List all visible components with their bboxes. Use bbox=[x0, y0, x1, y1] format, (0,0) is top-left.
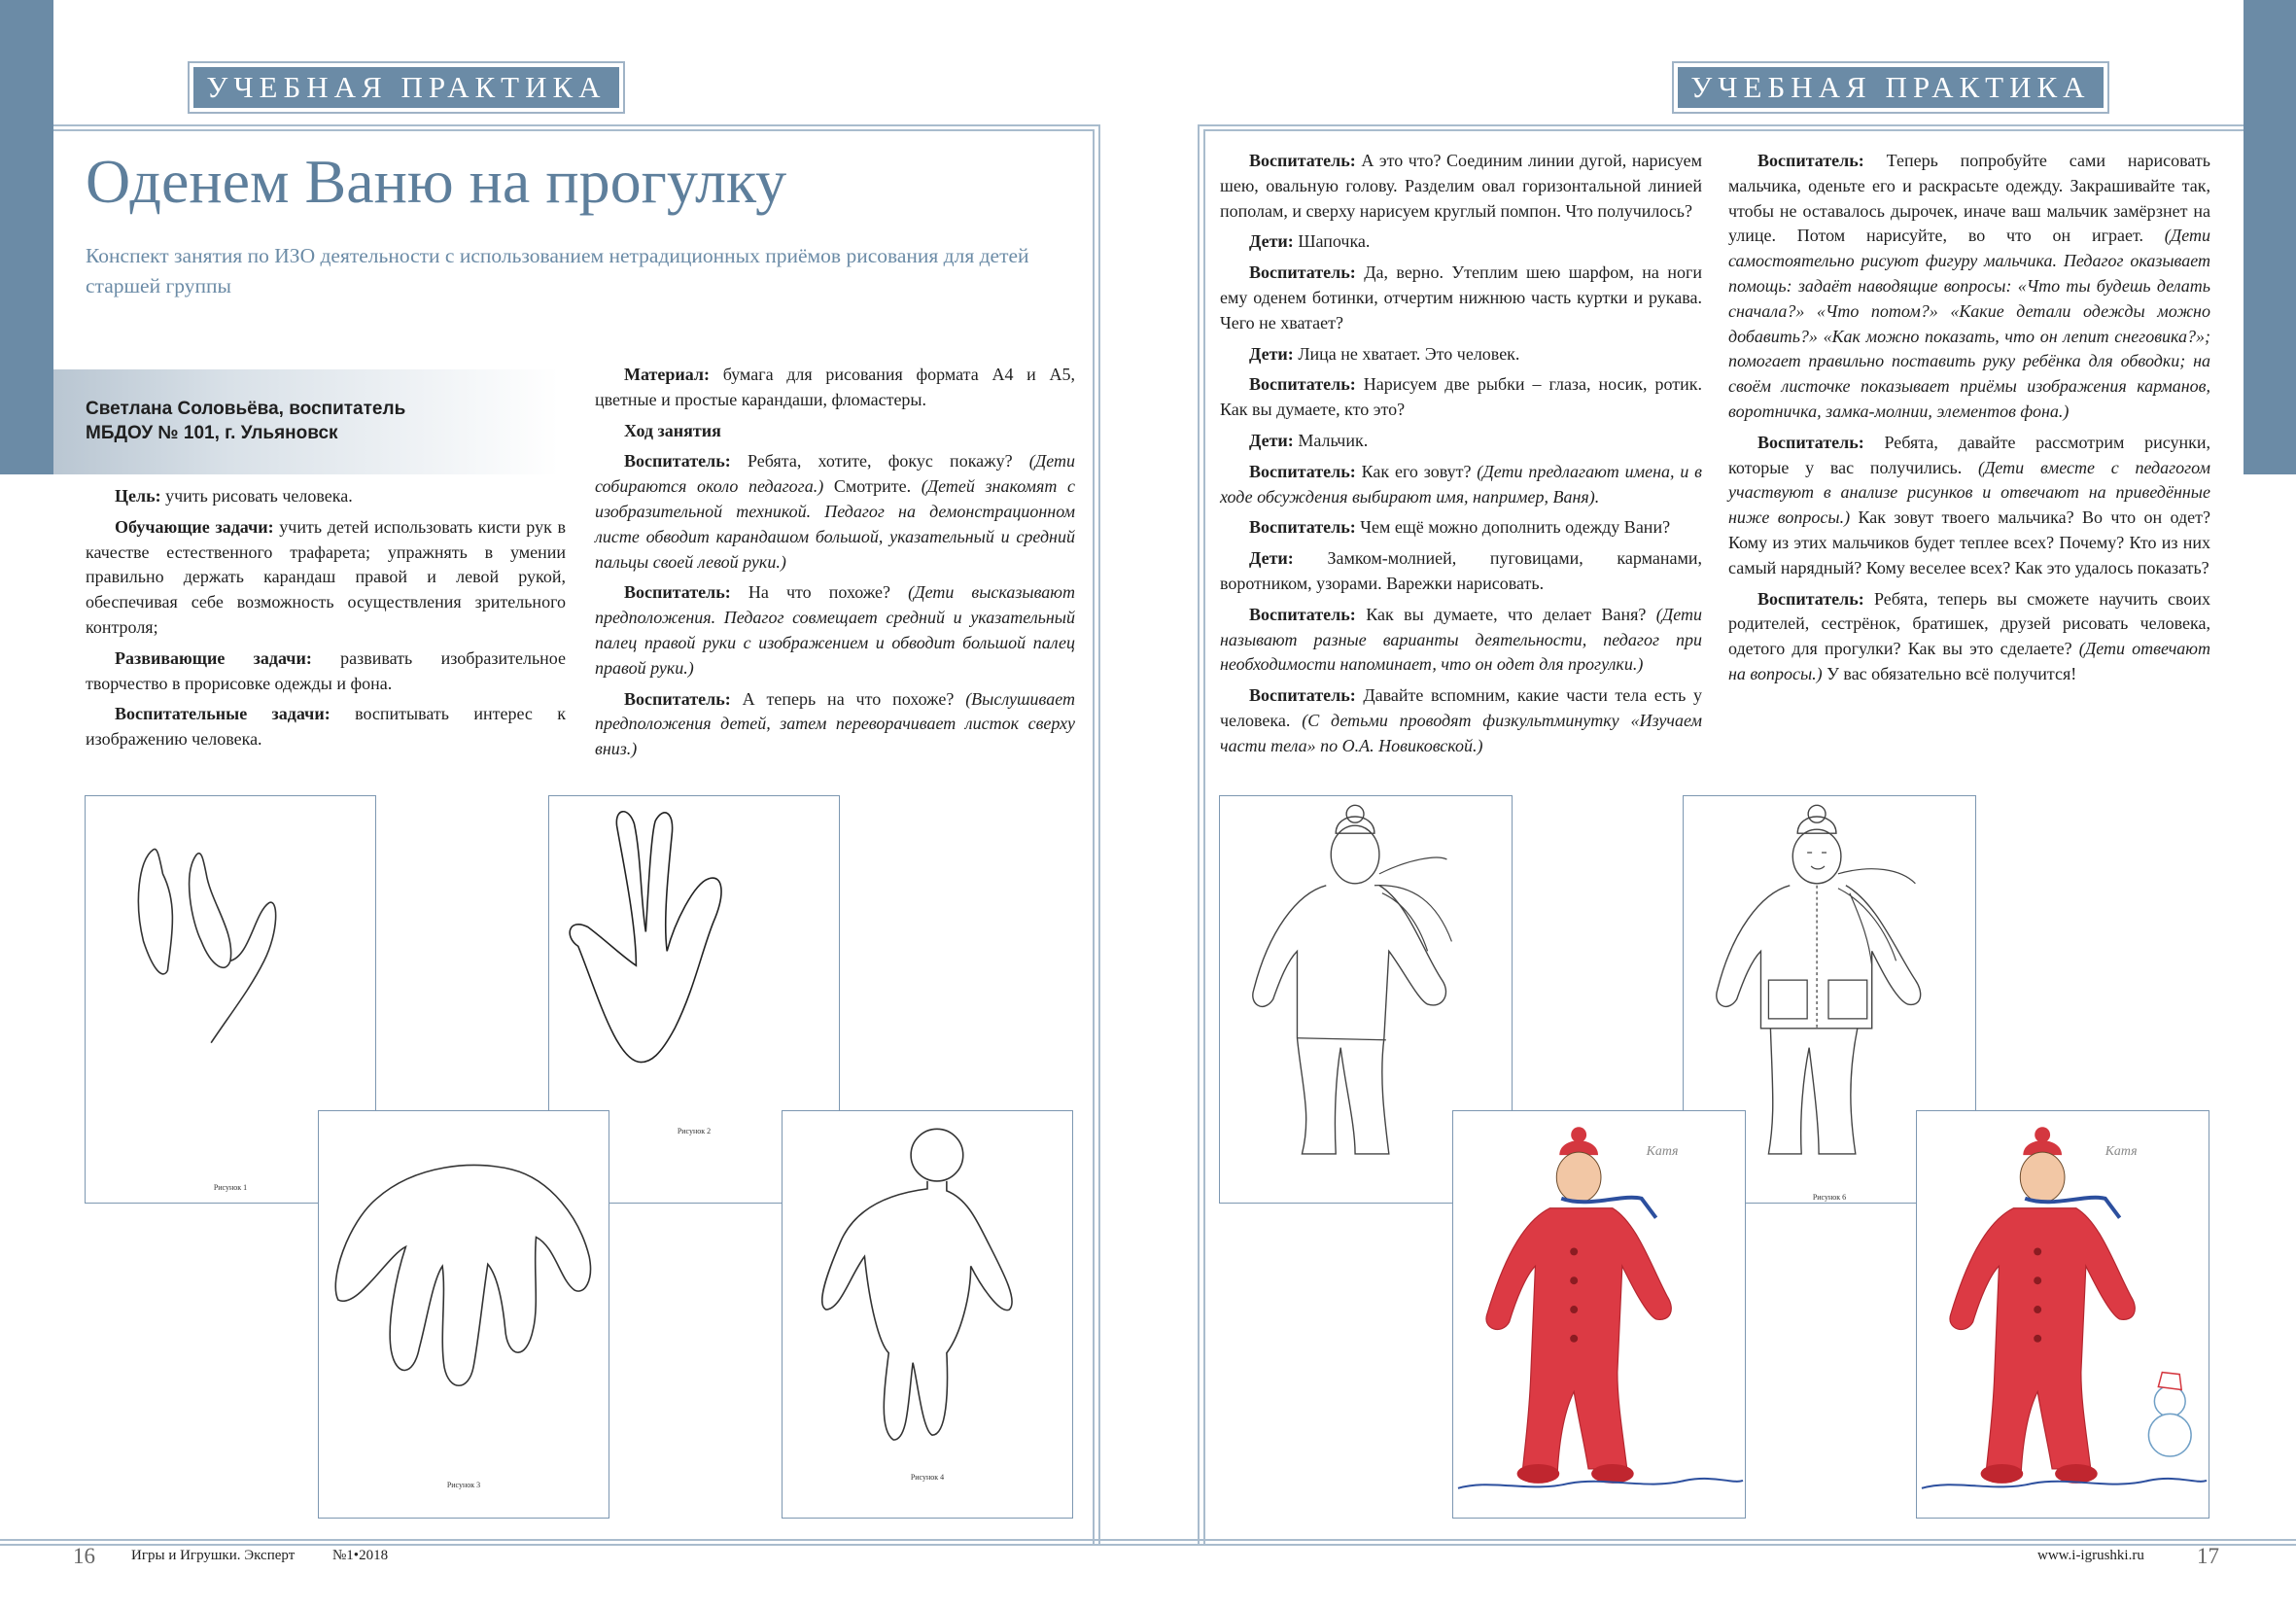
frame-bottom-outer bbox=[0, 1539, 2296, 1541]
dialog-4: Дети: Лица не хватает. Это человек. bbox=[1249, 343, 1520, 364]
frame-right-left-inner bbox=[1093, 129, 1095, 1544]
signature-text-2: Катя bbox=[2105, 1144, 2138, 1160]
paragraph-developing-tasks: Развивающие задачи: развивать изобразительное творчество в прорисовке одежды и фона. bbox=[86, 647, 566, 693]
website: www.i-igrushki.ru bbox=[2037, 1548, 2144, 1563]
paragraph-heading: Ход занятия bbox=[624, 420, 721, 440]
figure-7 bbox=[1452, 1110, 1746, 1519]
issue-number: №1•2018 bbox=[332, 1548, 389, 1563]
boy-with-snowman-drawing bbox=[1917, 1111, 2209, 1518]
figure-6-caption: Рисунок 6 bbox=[1812, 1193, 1847, 1202]
dialog-10: Воспитатель: Как вы думаете, что делает Ваня? (Дети называют разные варианты деятельности, педагог при необходимости напоминает, что он одет для прогулки.) bbox=[1220, 604, 1702, 675]
paragraph-upbringing-tasks: Воспитательные задачи: воспитывать интерес к изображению человека. bbox=[86, 704, 566, 750]
dialog-14: Воспитатель: Ребята, теперь вы сможете научить своих родителей, сестрёнок, братишек, друзей рисовать человека, одетого для прогулки? Как вы это сделаете? (Дети отвечают на вопросы.) У вас обязательно всё получится! bbox=[1728, 588, 2210, 683]
dialog-1: Воспитатель: А это что? Соединим линии дугой, нарисуем шею, овальную голову. Разделим овал горизонтальной линией пополам, и сверху нарисуем круглый помпон. Что получилось? bbox=[1220, 151, 1702, 221]
frame-bottom-inner bbox=[0, 1544, 2296, 1546]
author-name: Светлана Соловьёва, воспитатель bbox=[86, 399, 406, 419]
figure-4-caption: Рисунок 4 bbox=[910, 1473, 945, 1482]
column-3 bbox=[1220, 149, 1702, 765]
paragraph-teacher-3: Воспитатель: А теперь на что похоже? (Выслушивает предположения детей, затем переворачивает листок сверху вниз.) bbox=[595, 688, 1075, 759]
page-number-right: 17 bbox=[2197, 1544, 2219, 1568]
dialog-13: Воспитатель: Ребята, давайте рассмотрим рисунки, которые у вас получились. (Дети вместе с педагогом участвуют в анализе рисунков и отвечают на приведённые ниже вопросы.) Как зовут твоего мальчика? Во что он одет? Кому из этих мальчиков будет теплее всех? Почему? Кто из них самый нарядный? Кому веселее всех? Как это удалось показать? bbox=[1728, 432, 2210, 577]
paragraph-material: Материал: бумага для рисования формата А4 и А5, цветные и простые карандаши, фломастеры. bbox=[595, 365, 1075, 409]
dialog-12: Воспитатель: Теперь попробуйте сами нарисовать мальчика, оденьте его и раскрасьте одежду. Закрашивайте так, чтобы не оставалось дырочек, иначе ваш мальчик замёрзнет на улице. Потом нарисуйте, во что он играет. (Дети самостоятельно рисуют фигуру мальчика. Педагог оказывает помощь: задаёт наводящие вопросы: «Что ты будешь делать сначала?» «Что потом?» «Какие детали одежды можно добавить?» «Как можно показать, что он лепит снеговика?»; помогает правильно поставить руку ребёнка для обводки; на своём листочке показывает приёмы изображения карманов, воротничка, замка-молнии, элементов фона.) bbox=[1728, 151, 2210, 421]
frame-right-left-outer bbox=[1098, 124, 1100, 1544]
inverted-hand-drawing bbox=[319, 1111, 609, 1518]
paragraph-teacher-1: Воспитатель: Ребята, хотите, фокус покажу? (Дети собираются около педагога.) Смотрите. (Детей знакомят с изобразительной техникой. Педагог на демонстрационном листе обводит карандашом большой, указательный и средний пальцы своей левой руки.) bbox=[595, 451, 1076, 572]
section-tab-right-label: УЧЕБНАЯ ПРАКТИКА bbox=[1678, 67, 2104, 108]
figure-3 bbox=[318, 1110, 609, 1519]
magazine-name: Игры и Игрушки. Эксперт bbox=[131, 1548, 296, 1563]
frame-top-right-inner bbox=[1203, 129, 2244, 131]
dialog-3: Воспитатель: Да, верно. Утеплим шею шарфом, на ноги ему оденем ботинки, отчертим нижнюю часть куртки и рукава. Чего не хватает? bbox=[1220, 262, 1702, 332]
paragraph-learning-tasks: Обучающие задачи: учить детей использовать кисти рук в качестве естественного трафарета; упражнять в умении правильно держать карандаш правой и левой рукой, обеспечивая себе возможность осуществления зрительного контроля; bbox=[86, 516, 566, 637]
dialog-2: Дети: Шапочка. bbox=[1249, 231, 1371, 252]
dialog-5: Воспитатель: Нарисуем две рыбки – глаза, носик, ротик. Как вы думаете, кто это? bbox=[1220, 374, 1702, 420]
page-number-left: 16 bbox=[73, 1544, 95, 1568]
author-org: МБДОУ № 101, г. Ульяновск bbox=[86, 423, 338, 443]
frame-top-right-outer bbox=[1198, 124, 2244, 126]
column-1 bbox=[86, 484, 566, 758]
right-sidebar bbox=[2244, 0, 2296, 474]
figure-3-caption: Рисунок 3 bbox=[446, 1481, 481, 1489]
dialog-8: Воспитатель: Чем ещё можно дополнить одежду Вани? bbox=[1249, 517, 1671, 538]
dialog-7: Воспитатель: Как его зовут? (Дети предлагают имена, и в ходе обсуждения выбирают имя, например, Ваня). bbox=[1220, 461, 1702, 507]
left-sidebar bbox=[0, 0, 53, 474]
paragraph-teacher-2: Воспитатель: На что похоже? (Дети высказывают предположения. Педагог совмещает средний и указательный палец правой руки с изображением и обводит большой палец правой руки.) bbox=[595, 582, 1075, 678]
frame-top-left-inner bbox=[53, 129, 1094, 131]
dialog-9: Дети: Замком-молнией, пуговицами, карманами, воротником, узорами. Варежки нарисовать. bbox=[1220, 548, 1702, 593]
frame-top-left-outer bbox=[53, 124, 1098, 126]
dialog-11: Воспитатель: Давайте вспомним, какие части тела есть у человека. (С детьми проводят физкультминутку «Изучаем части тела» по О.А. Новиковской.) bbox=[1220, 685, 1702, 755]
boy-red-suit-drawing bbox=[1453, 1111, 1745, 1518]
author bbox=[86, 397, 405, 445]
column-2 bbox=[595, 363, 1075, 768]
dialog-6: Дети: Мальчик. bbox=[1249, 430, 1369, 450]
frame-left-right-inner bbox=[1203, 129, 1205, 1544]
figure-8 bbox=[1916, 1110, 2209, 1519]
article-subtitle: Конспект занятия по ИЗО деятельности с использованием нетрадиционных приёмов рисования для детей старшей группы bbox=[86, 244, 1029, 297]
figure-2-caption: Рисунок 2 bbox=[677, 1127, 712, 1135]
figure-1-caption: Рисунок 1 bbox=[213, 1183, 248, 1192]
column-4 bbox=[1728, 149, 2210, 693]
article-title: Оденем Ваню на прогулку bbox=[86, 147, 787, 216]
signature-text-1: Катя bbox=[1646, 1144, 1679, 1160]
figure-4 bbox=[782, 1110, 1073, 1519]
section-tab-left-label: УЧЕБНАЯ ПРАКТИКА bbox=[193, 67, 619, 108]
paragraph-goal: Цель: учить рисовать человека. bbox=[115, 486, 353, 506]
human-outline-drawing bbox=[783, 1111, 1072, 1518]
section-tab-right bbox=[1672, 61, 2109, 114]
frame-left-right-outer bbox=[1198, 124, 1200, 1544]
section-tab-left bbox=[188, 61, 625, 114]
